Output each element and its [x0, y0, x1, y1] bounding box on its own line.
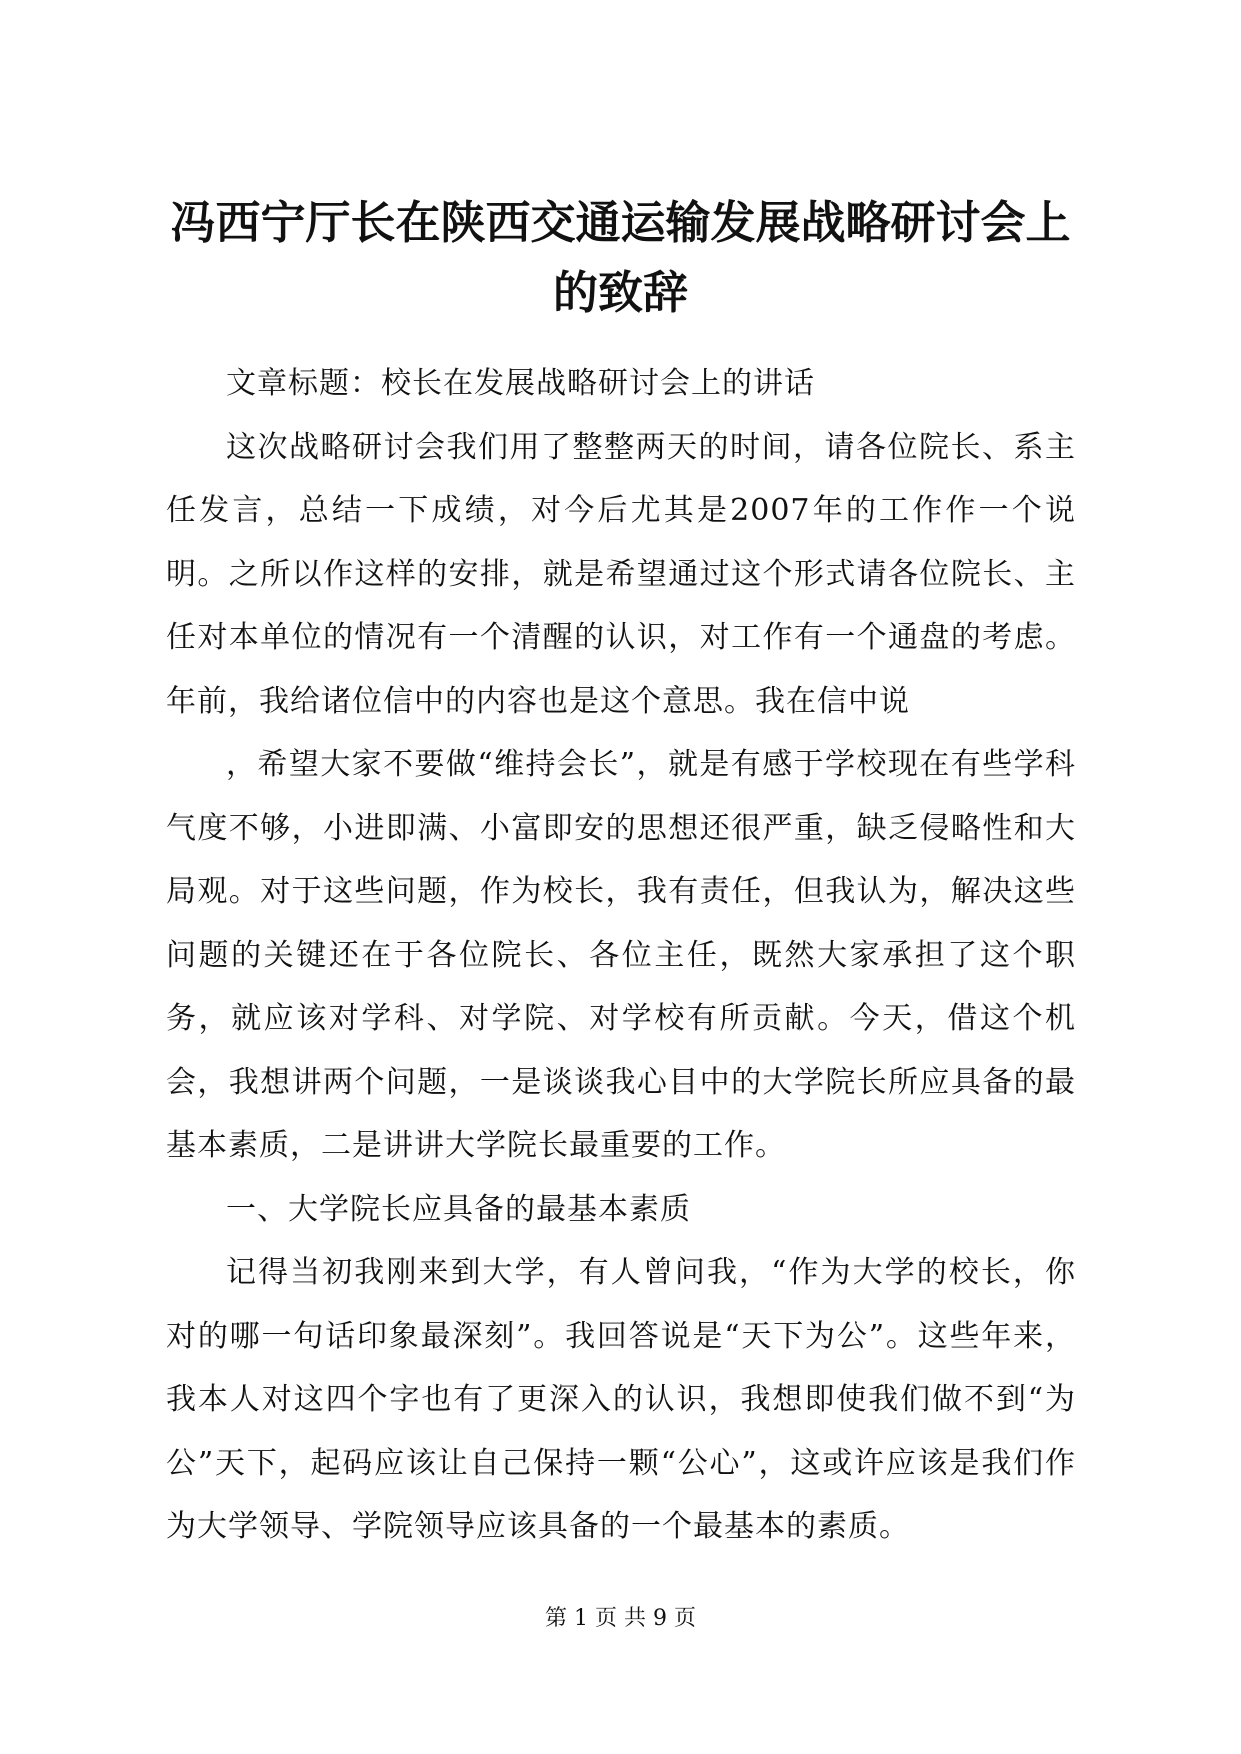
section-heading-1: 一、大学院长应具备的最基本素质	[226, 1191, 691, 1227]
paragraph-article-heading: 文章标题：校长在发展战略研讨会上的讲话	[226, 366, 815, 401]
paragraph-intro: 这次战略研讨会我们用了整整两天的时间，请各位院长、系主任发言，总结一下成绩，对今后尤其是2007年的工作作一个说明。之所以作这样的安排，就是希望通过这个形式请各位院长、主任对本单位的情况有一个清醒的认识，对工作有一个通盘的考虑。年前，我给诸位信中的内容也是这个意思。我在信中说	[166, 429, 1076, 719]
page-footer: 第 1 页 共 9 页	[545, 1606, 696, 1631]
paragraph-continuation: ，希望大家不要做“维持会长”，就是有感于学校现在有些学科气度不够，小进即满、小富即安的思想还很严重，缺乏侵略性和大局观。对于这些问题，作为校长，我有责任，但我认为，解决这些问题的关键还在于各位院长、各位主任，既然大家承担了这个职务，就应该对学科、对学院、对学校有所贡献。今天，借这个机会，我想讲两个问题，一是谈谈我心目中的大学院长所应具备的最基本素质，二是讲讲大学院长最重要的工作。	[166, 747, 1076, 1163]
paragraph-section-1: 记得当初我刚来到大学，有人曾问我，“作为大学的校长，你对的哪一句话印象最深刻”。我回答说是“天下为公”。这些年来，我本人对这四个字也有了更深入的认识，我想即使我们做不到“为公”天下，起码应该让自己保持一颗“公心”，这或许应该是我们作为大学领导、学院领导应该具备的一个最基本的素质。	[166, 1255, 1076, 1544]
document-title: 冯西宁厅长在陕西交通运输发展战略研讨会上的致辞	[170, 196, 1071, 319]
document-body	[166, 352, 1076, 1559]
